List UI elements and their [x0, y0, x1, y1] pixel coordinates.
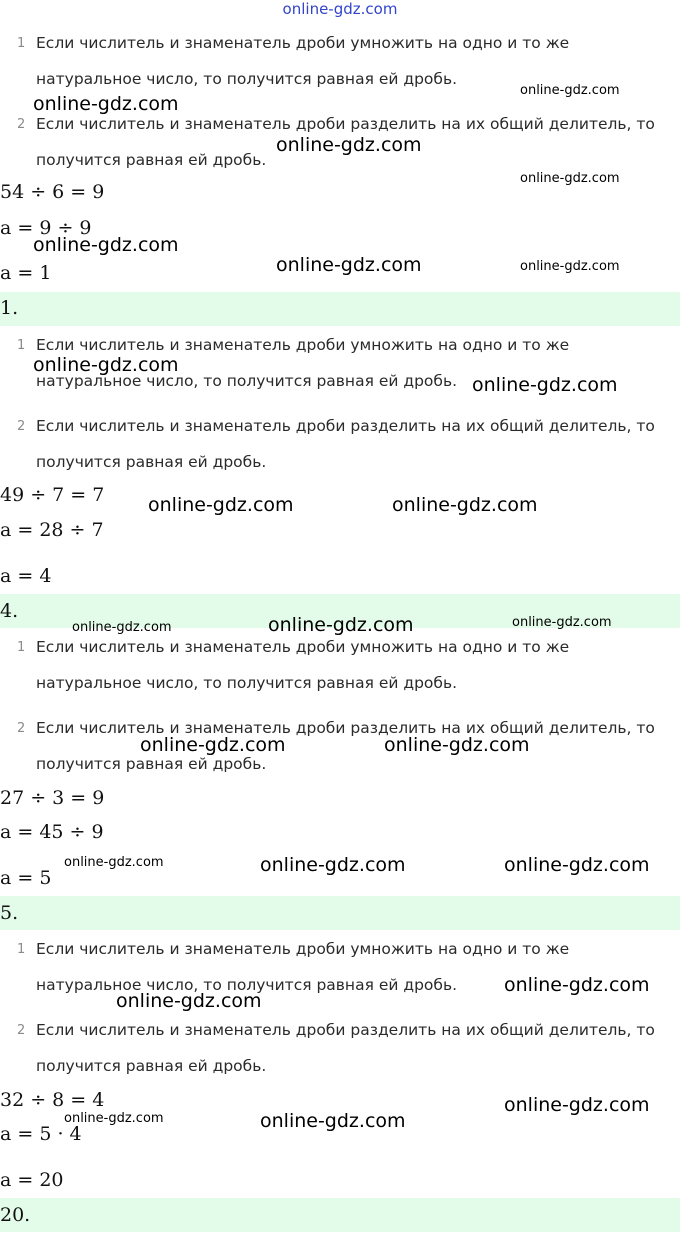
- answer-band: [0, 292, 680, 326]
- watermark: online-gdz.com: [504, 974, 650, 996]
- rule-number: 1: [17, 36, 26, 51]
- answer-label: 1.: [0, 297, 19, 319]
- equation: 27 ÷ 3 = 9: [0, 787, 105, 809]
- equation: a = 5 · 4: [0, 1123, 82, 1145]
- answer-band: [0, 1198, 680, 1232]
- equation: a = 9 ÷ 9: [0, 217, 92, 239]
- site-header-watermark: online-gdz.com: [282, 0, 398, 18]
- watermark: online-gdz.com: [276, 254, 422, 276]
- rule-text: получится равная ей дробь.: [36, 453, 267, 471]
- watermark: online-gdz.com: [33, 93, 179, 115]
- equation: 49 ÷ 7 = 7: [0, 484, 105, 506]
- watermark: online-gdz.com: [392, 494, 538, 516]
- rule-text: натуральное число, то получится равная ей дробь.: [36, 372, 458, 390]
- rule-number: 1: [17, 942, 26, 957]
- equation: a = 28 ÷ 7: [0, 519, 104, 541]
- rule-text: получится равная ей дробь.: [36, 755, 267, 773]
- rule-text: Если числитель и знаменатель дроби умножить на одно и то же: [36, 336, 570, 354]
- rule-number: 2: [17, 721, 26, 736]
- rule-text: Если числитель и знаменатель дроби разделить на их общий делитель, то: [36, 1021, 655, 1039]
- rule-text: Если числитель и знаменатель дроби разделить на их общий делитель, то: [36, 417, 655, 435]
- watermark: online-gdz.com: [260, 1110, 406, 1132]
- rule-text: натуральное число, то получится равная ей дробь.: [36, 976, 458, 994]
- watermark: online-gdz.com: [504, 854, 650, 876]
- watermark: online-gdz.com: [384, 734, 530, 756]
- equation: 32 ÷ 8 = 4: [0, 1089, 105, 1111]
- rule-text: Если числитель и знаменатель дроби разделить на их общий делитель, то: [36, 115, 655, 133]
- watermark: online-gdz.com: [64, 855, 164, 870]
- watermark: online-gdz.com: [260, 854, 406, 876]
- answer-band: [0, 896, 680, 930]
- equation: a = 1: [0, 262, 52, 284]
- answer-label: 5.: [0, 902, 19, 924]
- answer-label: 20.: [0, 1204, 31, 1226]
- rule-text: натуральное число, то получится равная ей дробь.: [36, 674, 458, 692]
- rule-text: получится равная ей дробь.: [36, 151, 267, 169]
- rule-number: 2: [17, 419, 26, 434]
- rule-number: 1: [17, 640, 26, 655]
- watermark: online-gdz.com: [512, 615, 612, 630]
- watermark: online-gdz.com: [472, 374, 618, 396]
- watermark: online-gdz.com: [504, 1094, 650, 1116]
- watermark: online-gdz.com: [33, 234, 179, 256]
- answer-label: 4.: [0, 600, 19, 622]
- equation: a = 45 ÷ 9: [0, 821, 104, 843]
- equation: a = 20: [0, 1169, 64, 1191]
- watermark: online-gdz.com: [116, 990, 262, 1012]
- watermark: online-gdz.com: [72, 620, 172, 635]
- watermark: online-gdz.com: [33, 354, 179, 376]
- rule-number: 2: [17, 117, 26, 132]
- equation: 54 ÷ 6 = 9: [0, 181, 105, 203]
- watermark: online-gdz.com: [64, 1111, 164, 1126]
- watermark: online-gdz.com: [520, 83, 620, 98]
- rule-number: 1: [17, 338, 26, 353]
- rule-text: Если числитель и знаменатель дроби умножить на одно и то же: [36, 638, 570, 656]
- rule-text: Если числитель и знаменатель дроби умножить на одно и то же: [36, 34, 570, 52]
- watermark: online-gdz.com: [276, 134, 422, 156]
- rule-text: получится равная ей дробь.: [36, 1057, 267, 1075]
- watermark: online-gdz.com: [148, 494, 294, 516]
- rule-text: Если числитель и знаменатель дроби умножить на одно и то же: [36, 940, 570, 958]
- watermark: online-gdz.com: [520, 259, 620, 274]
- equation: a = 5: [0, 867, 52, 889]
- watermark: online-gdz.com: [520, 171, 620, 186]
- rule-text: Если числитель и знаменатель дроби разделить на их общий делитель, то: [36, 719, 655, 737]
- equation: a = 4: [0, 565, 52, 587]
- watermark: online-gdz.com: [268, 614, 414, 636]
- watermark: online-gdz.com: [140, 734, 286, 756]
- rule-text: натуральное число, то получится равная ей дробь.: [36, 70, 458, 88]
- rule-number: 2: [17, 1023, 26, 1038]
